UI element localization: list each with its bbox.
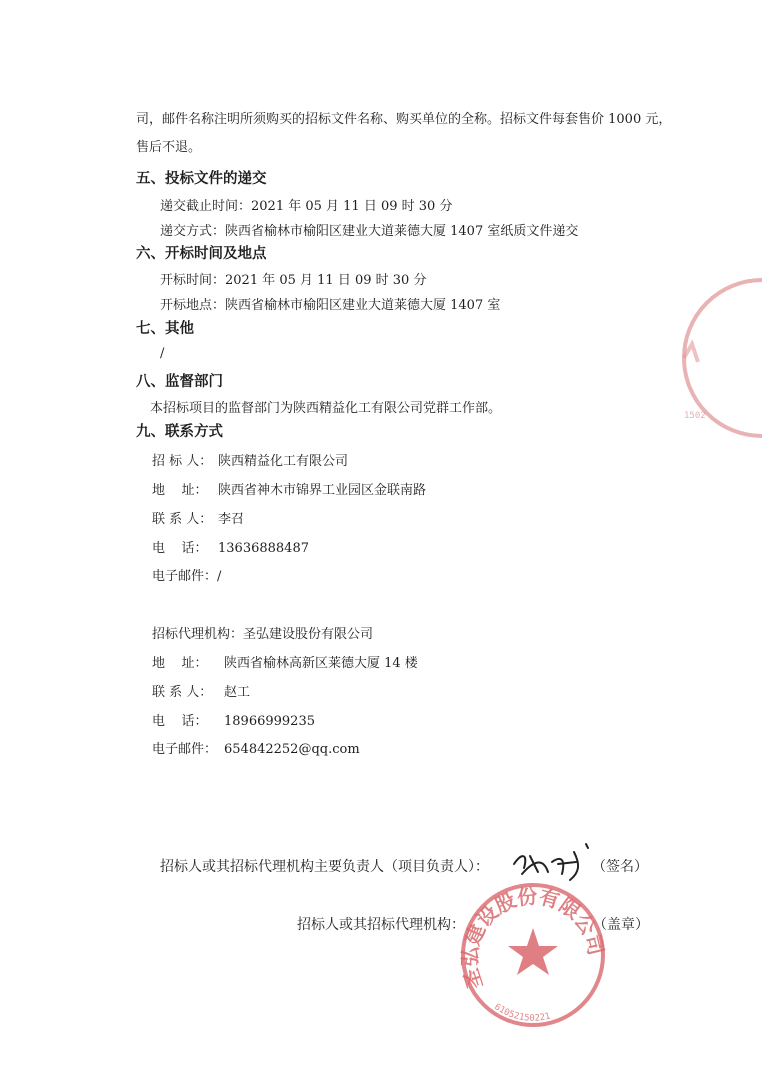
company-seal-partial	[676, 270, 762, 440]
agency-name-row	[152, 627, 373, 643]
tenderer-phone-row	[152, 541, 309, 557]
agency-email-label: 电子邮件：	[152, 742, 218, 757]
agency-phone-row	[152, 714, 315, 730]
tenderer-phone: 13636888487	[218, 541, 309, 556]
section-6-heading: 六、开标时间及地点	[136, 246, 267, 262]
handwritten-signature	[508, 838, 594, 882]
tenderer-name-label: 招 标 人：	[152, 454, 213, 469]
agency-contact-label: 联 系 人：	[152, 685, 213, 700]
bid-opening-place: 开标地点：陕西省榆林市榆阳区建业大道莱德大厦 1407 室	[160, 298, 501, 313]
seal-number: 61052150221	[492, 1002, 552, 1024]
agency-phone: 18966999235	[224, 714, 315, 729]
tenderer-email-row	[152, 569, 221, 585]
tenderer-address-label: 地 址：	[152, 483, 208, 498]
tenderer-contact-label: 联 系 人：	[152, 512, 213, 527]
bid-opening-time: 开标时间：2021 年 05 月 11 日 09 时 30 分	[160, 273, 427, 288]
agency-address: 陕西省榆林高新区莱德大厦 14 楼	[224, 656, 418, 671]
signature-suffix: （签名）	[592, 859, 648, 875]
section-5-heading: 五、投标文件的递交	[136, 171, 267, 187]
agency-address-row	[152, 656, 418, 672]
agency-phone-label: 电 话：	[152, 714, 208, 729]
submission-method: 递交方式：陕西省榆林市榆阳区建业大道莱德大厦 1407 室纸质文件递交	[160, 224, 579, 239]
tenderer-name: 陕西精益化工有限公司	[218, 454, 349, 469]
section-7-heading: 七、其他	[136, 321, 194, 337]
agency-email-row	[152, 742, 360, 758]
seal-text: 圣弘建设股份有限公司	[458, 883, 608, 993]
agency-name-label: 招标代理机构：	[152, 627, 244, 642]
tenderer-email-label: 电子邮件：	[152, 569, 218, 584]
section-9-heading: 九、联系方式	[136, 424, 223, 440]
tenderer-contact-row	[152, 512, 244, 528]
stamp-suffix: （盖章）	[593, 917, 649, 933]
agency-contact-row	[152, 685, 250, 701]
paragraph-continuation-line-2: 售后不退。	[136, 140, 202, 155]
seal-partial-number: 1502	[684, 411, 706, 421]
tenderer-address: 陕西省神木市锦界工业园区金联南路	[218, 483, 427, 498]
agency-name: 圣弘建设股份有限公司	[243, 627, 374, 642]
submission-deadline: 递交截止时间：2021 年 05 月 11 日 09 时 30 分	[160, 199, 453, 214]
tenderer-name-row	[152, 454, 348, 470]
paragraph-continuation-line-1: 司，邮件名称注明所须购买的招标文件名称、购买单位的全称。招标文件每套售价 1000 元，	[136, 112, 672, 127]
section-8-heading: 八、监督部门	[136, 374, 223, 390]
agency-email: 654842252@qq.com	[224, 742, 360, 757]
agency-address-label: 地 址：	[152, 656, 208, 671]
tenderer-address-row	[152, 483, 426, 499]
company-seal	[458, 880, 608, 1030]
supervision-content: 本招标项目的监督部门为陕西精益化工有限公司党群工作部。	[150, 401, 502, 416]
other-content: /	[160, 346, 165, 361]
signature-line-label: 招标人或其招标代理机构主要负责人（项目负责人）：	[160, 859, 489, 875]
stamp-line-label: 招标人或其招标代理机构：	[297, 917, 465, 933]
tenderer-phone-label: 电 话：	[152, 541, 208, 556]
svg-text:61052150221	[492, 1002, 551, 1024]
star-icon	[508, 928, 558, 975]
tenderer-contact: 李召	[218, 512, 245, 527]
tenderer-email: /	[217, 569, 222, 584]
agency-contact: 赵工	[224, 685, 251, 700]
